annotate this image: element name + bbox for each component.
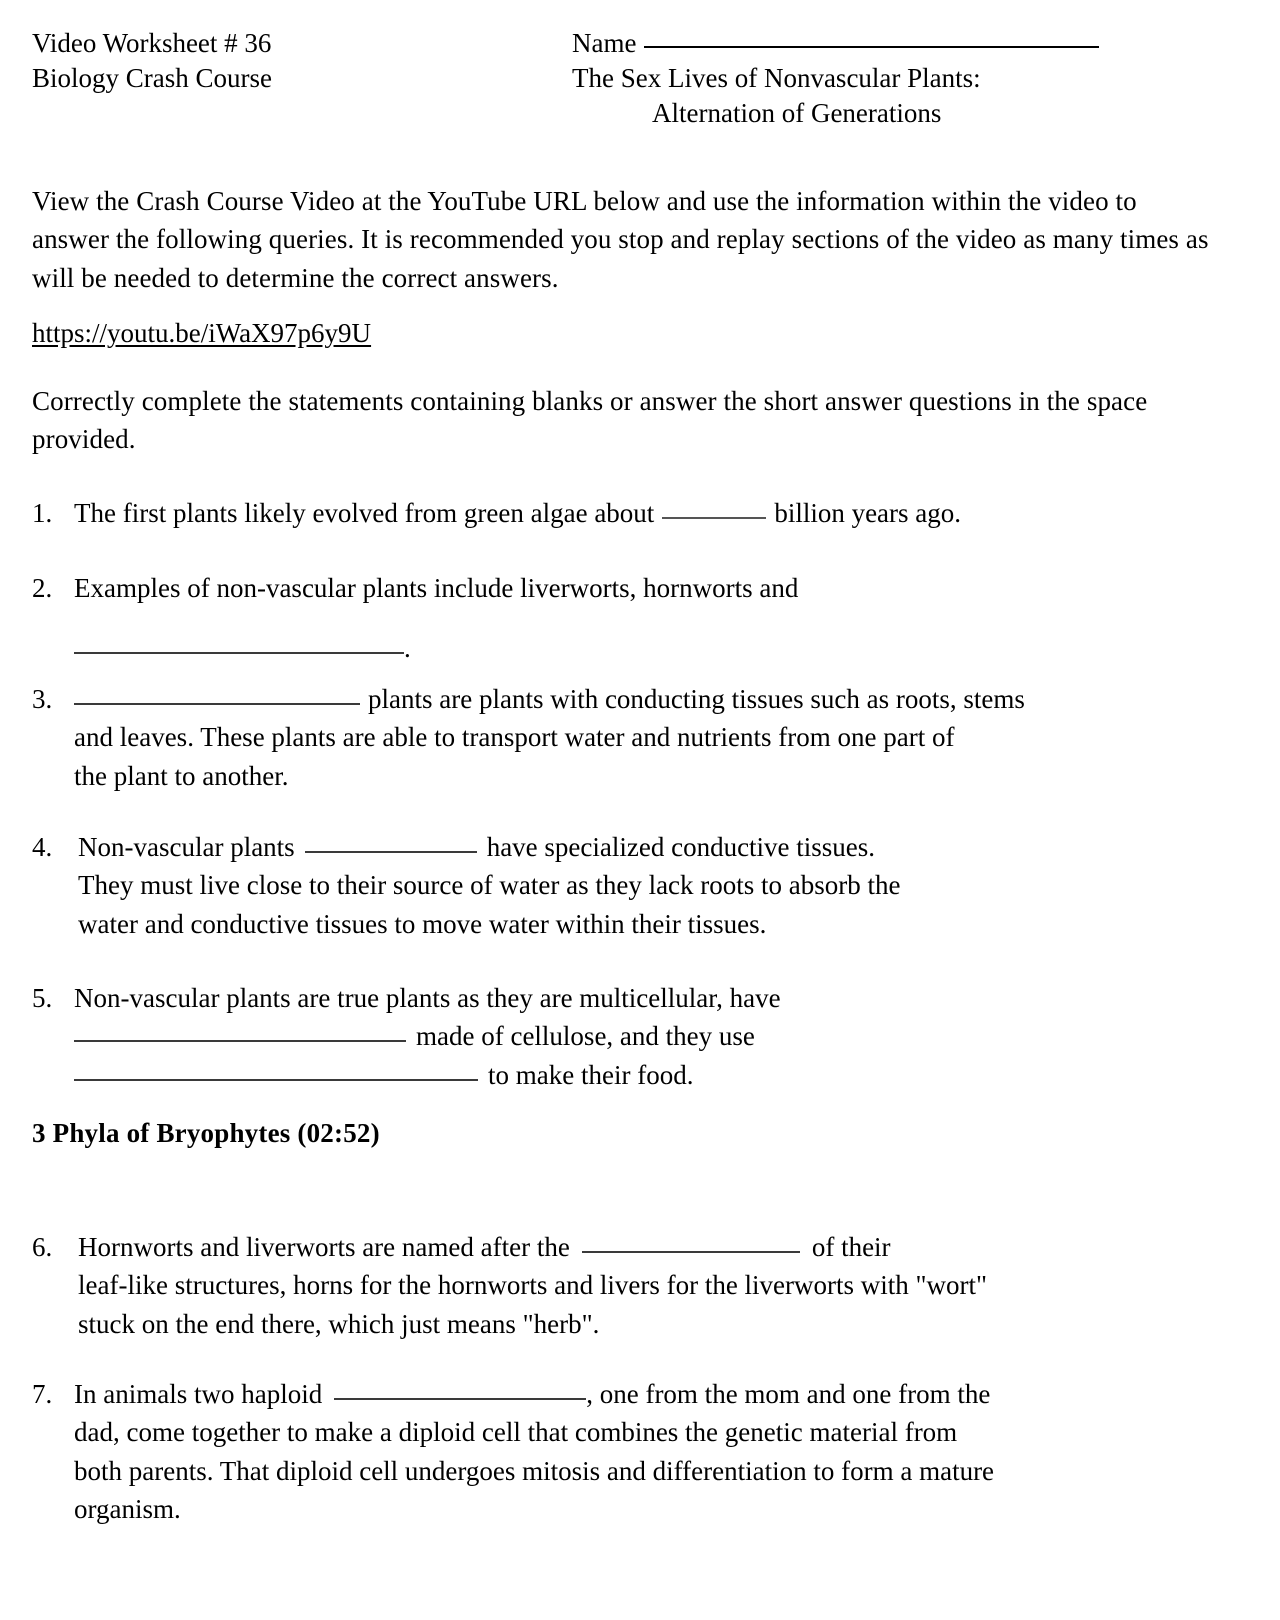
question-3-line-2: and leaves. These plants are able to transport water and nutrients from one part of [74, 722, 955, 753]
question-6-text-before: Hornworts and liverworts are named after the [78, 1232, 570, 1262]
question-2-line-2 [74, 629, 1212, 667]
question-7-text-before: In animals two haploid [74, 1379, 323, 1409]
question-7-line-4: organism. [74, 1493, 181, 1524]
question-7 [32, 1375, 1212, 1528]
question-4-text-after: have specialized conductive tissues. [486, 832, 876, 862]
header-row-title [32, 26, 1248, 61]
question-3-text-after: plants are plants with conducting tissues such as roots, stems [368, 684, 1025, 714]
question-5 [32, 979, 1212, 1094]
question-5-line-3 [74, 1056, 1212, 1094]
header-row-subtitle [32, 96, 1248, 131]
question-5-body [74, 979, 1212, 1094]
question-4-line-1 [78, 828, 1212, 866]
question-1-number: 1. [32, 498, 53, 528]
question-6-body [78, 1228, 1212, 1343]
question-3-blank[interactable] [74, 684, 360, 705]
question-7-body [74, 1375, 1212, 1528]
question-6-line-1 [78, 1228, 1212, 1266]
question-4 [32, 828, 1212, 943]
question-3 [32, 680, 1212, 795]
directions-text: Correctly complete the statements containing blanks or answer the short answer questions in the space provided. [32, 386, 1148, 455]
question-1-text-before: The first plants likely evolved from green algae about [74, 498, 655, 528]
question-1-text-after: billion years ago. [774, 498, 962, 528]
question-7-line-3: both parents. That diploid cell undergoes mitosis and differentiation to form a mature [74, 1455, 995, 1486]
video-title-line-2: Alternation of Generations [652, 98, 942, 129]
question-4-number: 4. [32, 832, 53, 862]
question-2-line-1: Examples of non-vascular plants include liverworts, hornworts and [74, 573, 799, 603]
question-7-line-2: dad, come together to make a diploid cell that combines the genetic material from [74, 1417, 958, 1448]
question-6-line-3: stuck on the end there, which just means "herb". [78, 1308, 600, 1339]
question-4-body [78, 828, 1212, 943]
section-heading-bryophytes: 3 Phyla of Bryophytes (02:52) [32, 1118, 380, 1148]
video-url-link[interactable]: https://youtu.be/iWaX97p6y9U [32, 318, 372, 348]
question-5-number: 5. [32, 983, 53, 1013]
question-6-text-after: of their [811, 1232, 891, 1262]
question-5-text-2: made of cellulose, and they use [416, 1021, 755, 1052]
question-4-blank[interactable] [305, 832, 477, 853]
question-6-number: 6. [32, 1232, 53, 1262]
question-6-line-2: leaf-like structures, horns for the hornworts and livers for the liverworts with "wort" [78, 1270, 988, 1301]
directions-paragraph [32, 382, 1212, 459]
question-1-line-1 [74, 494, 1212, 532]
question-2-blank[interactable] [74, 633, 404, 654]
intro-text: View the Crash Course Video at the YouTube URL below and use the information within the video to answer the following queries. It is recommended you stop and replay sections of the video as many times as will be needed to determine the correct answers. [32, 186, 1209, 293]
name-label: Name [572, 28, 637, 58]
question-4-text-before: Non-vascular plants [78, 832, 295, 862]
question-5-blank-2[interactable] [74, 1060, 478, 1081]
worksheet-title: Video Worksheet # 36 [32, 28, 272, 58]
question-6 [32, 1228, 1212, 1343]
question-3-body [74, 680, 1212, 795]
question-4-line-3: water and conductive tissues to move water within their tissues. [78, 908, 767, 939]
question-1-blank[interactable] [662, 498, 766, 519]
question-1 [32, 494, 1212, 532]
question-7-number: 7. [32, 1379, 53, 1409]
question-7-line-1 [74, 1375, 1212, 1413]
question-2-body [74, 569, 1212, 668]
name-field-group [572, 26, 1248, 61]
name-input-blank[interactable] [644, 46, 1099, 48]
question-5-line-1: Non-vascular plants are true plants as they are multicellular, have [74, 983, 781, 1013]
question-7-blank[interactable] [334, 1379, 586, 1400]
question-6-blank[interactable] [582, 1232, 800, 1253]
question-4-line-2: They must live close to their source of water as they lack roots to absorb the [78, 870, 901, 901]
question-3-line-3: the plant to another. [74, 760, 289, 791]
question-2-text-after: . [404, 633, 411, 664]
question-5-text-3: to make their food. [488, 1059, 694, 1090]
question-1-body [74, 494, 1212, 532]
question-2-number: 2. [32, 573, 53, 603]
course-name: Biology Crash Course [32, 63, 272, 94]
intro-paragraph [32, 182, 1210, 297]
question-3-number: 3. [32, 684, 53, 714]
question-3-line-1 [74, 680, 1212, 718]
question-2 [32, 569, 1212, 668]
header-row-course [32, 61, 1248, 96]
worksheet-header [32, 26, 1248, 131]
video-title-line-1: The Sex Lives of Nonvascular Plants: [572, 63, 981, 94]
question-5-blank-1[interactable] [74, 1021, 406, 1042]
question-7-text-after: , one from the mom and one from the [586, 1379, 991, 1409]
question-5-line-2 [74, 1017, 1212, 1055]
